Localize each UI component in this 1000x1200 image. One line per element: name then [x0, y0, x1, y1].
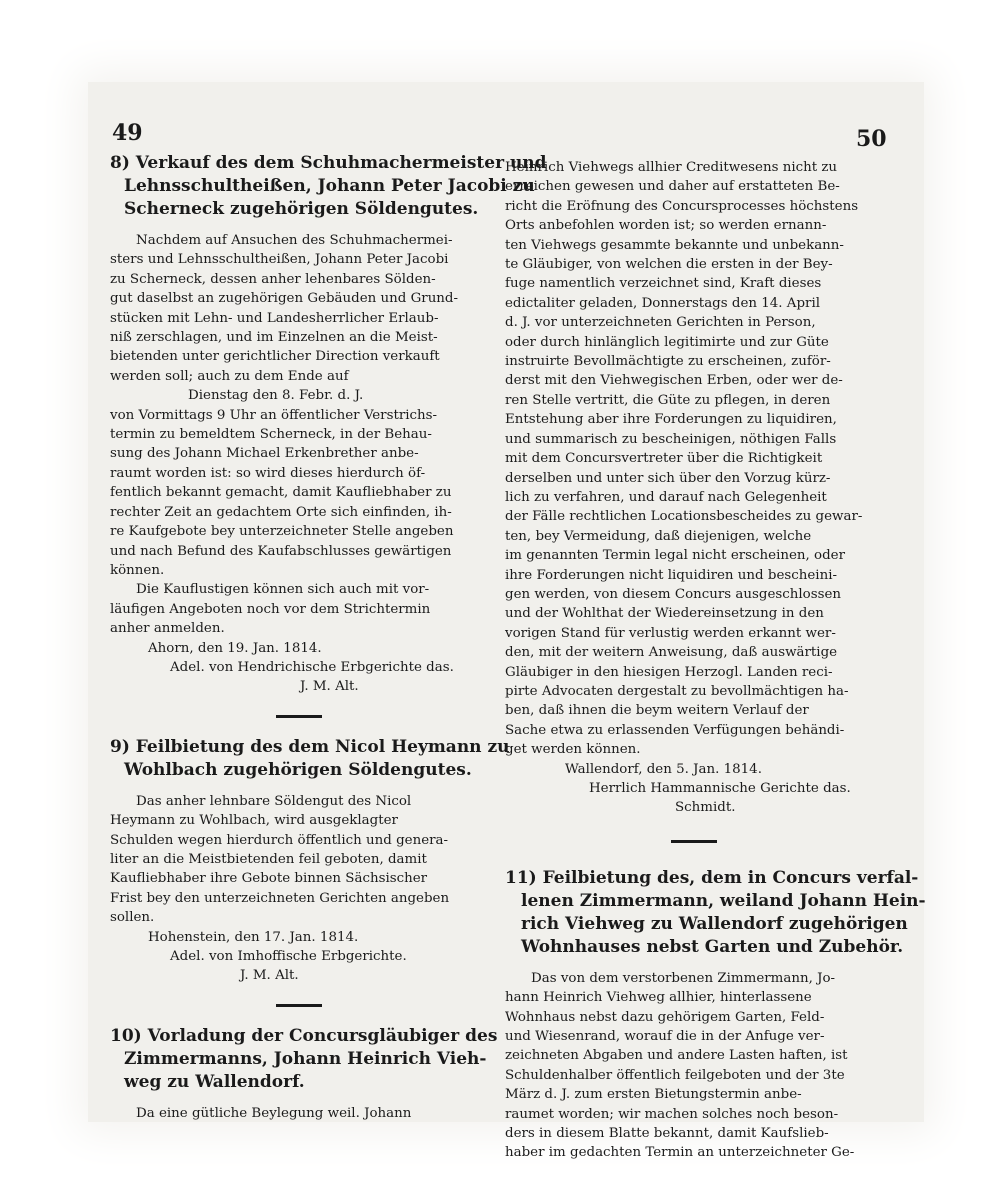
text-line: rechter Zeit an gedachtem Orte sich einfinden, ih-: [110, 504, 452, 520]
text-line: raumt worden ist: so wird dieses hierdurch öf-: [110, 465, 426, 481]
text-line: Gläubiger in den hiesigen Herzogl. Landen reci-: [505, 664, 833, 680]
text-line: termin zu bemeldtem Scherneck, in der Behau-: [110, 427, 432, 443]
text-line: liter an die Meistbietenden feil geboten, damit: [110, 851, 427, 867]
text-line: ten Viehwegs gesammte bekannte und unbekann-: [505, 237, 844, 253]
place-date: Wallendorf, den 5. Jan. 1814.: [565, 761, 762, 777]
text-line: und summarisch zu bescheinigen, nöthigen Falls: [505, 431, 837, 447]
text-line: pirte Advocaten dergestalt zu bevollmächtigen ha-: [505, 683, 849, 699]
section-divider: [671, 840, 717, 843]
text-line: instruirte Bevollmächtigte zu erscheinen, zuför-: [505, 354, 831, 370]
title-line: Wohlbach zugehörigen Söldengutes.: [124, 759, 472, 780]
title-line: Lehnsschultheißen, Johann Peter Jacobi zu: [124, 176, 535, 196]
text-line: Wohnhaus nebst dazu gehörigem Garten, Feld-: [505, 1009, 825, 1025]
text-line: erreichen gewesen und daher auf erstatteten Be-: [505, 179, 840, 195]
text-line: sung des Johann Michael Erkenbrether anbe-: [110, 446, 419, 462]
text-line: läufigen Angeboten noch vor dem Strichtermin: [110, 601, 431, 617]
text-line: stücken mit Lehn- und Landesherrlicher Erlaub-: [110, 310, 439, 326]
text-line: ten, bey Vermeidung, daß diejenigen, welche: [505, 528, 812, 544]
title-line: 10) Vorladung der Concursgläubiger des: [110, 1025, 498, 1046]
signature-court: Adel. von Imhoffische Erbgerichte.: [170, 949, 407, 964]
text-line: zeichneten Abgaben und andere Lasten haften, ist: [505, 1048, 848, 1064]
section-10-body-continued: [505, 158, 883, 818]
text-line: anher anmelden.: [110, 621, 225, 637]
text-line: und nach Befund des Kaufabschlusses gewärtigen: [110, 543, 452, 559]
section-10-title: [110, 1025, 498, 1094]
text-line: Heinrich Viehwegs allhier Creditwesens nicht zu: [505, 160, 838, 175]
text-line: Entstehung aber ihre Forderungen zu liquidiren,: [505, 412, 837, 428]
section-9-title: [110, 736, 510, 782]
section-8-body: [110, 231, 488, 697]
text-line: gut daselbst an zugehörigen Gebäuden und Grund-: [110, 291, 459, 307]
text-line: sters und Lehnsschultheißen, Johann Peter Jacobi: [110, 252, 449, 268]
text-line: raumet worden; wir machen solches noch beson-: [505, 1106, 839, 1122]
text-line: haber im gedachten Termin an unterzeichneter Ge-: [505, 1145, 855, 1161]
text-line: und der Wohlthat der Wiedereinsetzung in den: [505, 606, 824, 622]
title-line: lenen Zimmermann, weiland Johann Hein-: [521, 890, 926, 911]
text-line: Da eine gütliche Beylegung weil. Johann: [136, 1105, 412, 1121]
left-column: [110, 152, 547, 1123]
text-line: der Fälle rechtlichen Locationsbescheides zu gewar-: [505, 509, 863, 525]
text-line: fuge namentlich verzeichnet sind, Kraft dieses: [505, 276, 822, 292]
text-line: Frist bey den unterzeichneten Gerichten angeben: [110, 890, 450, 906]
title-line: rich Viehweg zu Wallendorf zugehörigen: [521, 913, 908, 934]
title-line: 9) Feilbietung des dem Nicol Heymann zu: [110, 736, 510, 757]
text-line: vorigen Stand für verlustig werden erkannt wer-: [505, 625, 836, 641]
section-9-body: [110, 792, 488, 986]
section-10-body-start: [110, 1104, 488, 1123]
text-line: und Wiesenrand, worauf die in der Anfuge ver-: [505, 1029, 825, 1045]
place-date: Hohenstein, den 17. Jan. 1814.: [148, 929, 359, 945]
title-line: 11) Feilbietung des, dem in Concurs verfal-: [505, 867, 919, 888]
date-line: Dienstag den 8. Febr. d. J.: [188, 388, 364, 404]
right-column: [505, 158, 926, 1163]
signature-name: Schmidt.: [675, 800, 736, 816]
text-line: fentlich bekannt gemacht, damit Kaufliebhaber zu: [110, 485, 452, 501]
title-line: 8) Verkauf des dem Schuhmachermeister und: [110, 153, 547, 173]
text-line: d. J. vor unterzeichneten Gerichten in Person,: [505, 315, 816, 331]
text-line: oder durch hinlänglich legitimirte und zur Güte: [505, 334, 829, 350]
text-line: re Kaufgebote bey unterzeichneter Stelle angeben: [110, 524, 454, 540]
text-line: Nachdem auf Ansuchen des Schuhmachermei-: [136, 233, 453, 248]
title-line: Zimmermanns, Johann Heinrich Vieh-: [124, 1048, 487, 1069]
text-line: von Vormittags 9 Uhr an öffentlicher Verstrichs-: [110, 407, 438, 423]
text-line: richt die Eröfnung des Concursprocesses höchstens: [505, 198, 859, 214]
text-line: derselben und unter sich über den Vorzug kürz-: [505, 470, 831, 486]
text-line: te Gläubiger, von welchen die ersten in der Bey-: [505, 257, 833, 273]
text-line: Das von dem verstorbenen Zimmermann, Jo-: [531, 970, 836, 986]
text-line: hann Heinrich Viehweg allhier, hinterlassene: [505, 990, 812, 1006]
text-line: Heymann zu Wohlbach, wird ausgeklagter: [110, 813, 398, 829]
text-line: Kaufliebhaber ihre Gebote binnen Sächsischer: [110, 871, 428, 887]
text-line: sollen.: [110, 910, 155, 926]
section-11-body: [505, 969, 883, 1163]
signature-court: Herrlich Hammannische Gerichte das.: [589, 781, 851, 796]
text-line: Schulden wegen hierdurch öffentlich und genera-: [110, 832, 449, 848]
text-line: get werden können.: [505, 742, 641, 758]
section-8-title: [110, 152, 547, 221]
text-line: ben, daß ihnen die beym weitern Verlauf der: [505, 703, 809, 719]
text-line: ihre Forderungen nicht liquidiren und bescheini-: [505, 567, 838, 583]
section-11-title: [505, 867, 926, 959]
title-line: Wohnhauses nebst Garten und Zubehör.: [521, 936, 904, 957]
text-line: gen werden, von diesem Concurs ausgeschlossen: [505, 586, 842, 602]
signature-name: J. M. Alt.: [300, 679, 359, 695]
text-line: Die Kauflustigen können sich auch mit vor-: [136, 582, 430, 598]
text-line: ren Stelle vertritt, die Güte zu pflegen, in deren: [505, 392, 831, 408]
text-line: Sache etwa zu erlassenden Verfügungen behändi-: [505, 722, 845, 738]
text-line: werden soll; auch zu dem Ende auf: [110, 368, 349, 384]
text-line: Schuldenhalber öffentlich feilgeboten und der 3te: [505, 1067, 845, 1083]
page-number-right: 50: [856, 126, 887, 152]
section-divider: [276, 715, 322, 718]
text-line: zu Scherneck, dessen anher lehenbares Sölden-: [110, 271, 436, 287]
text-line: edictaliter geladen, Donnerstags den 14. April: [505, 295, 821, 311]
text-line: Orts anbefohlen worden ist; so werden ernann-: [505, 218, 827, 234]
text-line: lich zu verfahren, und darauf nach Gelegenheit: [505, 489, 827, 505]
signature-name: J. M. Alt.: [240, 968, 299, 984]
text-line: können.: [110, 562, 165, 578]
text-line: niß zerschlagen, und im Einzelnen an die Meist-: [110, 330, 438, 346]
text-line: mit dem Concursvertreter über die Richtigkeit: [505, 451, 823, 467]
text-line: den, mit der weitern Anweisung, daß auswärtige: [505, 645, 838, 661]
page-number-left: 49: [112, 120, 143, 146]
text-line: im genannten Termin legal nicht erscheinen, oder: [505, 548, 845, 564]
text-line: März d. J. zum ersten Bietungstermin anbe-: [505, 1087, 802, 1103]
text-line: bietenden unter gerichtlicher Direction verkauft: [110, 349, 440, 365]
text-line: derst mit den Viehwegischen Erben, oder wer de-: [505, 373, 843, 389]
section-divider: [276, 1004, 322, 1007]
place-date: Ahorn, den 19. Jan. 1814.: [148, 640, 322, 656]
title-line: Scherneck zugehörigen Söldengutes.: [124, 199, 479, 219]
text-line: ders in diesem Blatte bekannt, damit Kaufslieb-: [505, 1126, 829, 1142]
title-line: weg zu Wallendorf.: [124, 1071, 305, 1092]
text-line: Das anher lehnbare Söldengut des Nicol: [136, 793, 412, 809]
signature-court: Adel. von Hendrichische Erbgerichte das.: [170, 659, 454, 675]
